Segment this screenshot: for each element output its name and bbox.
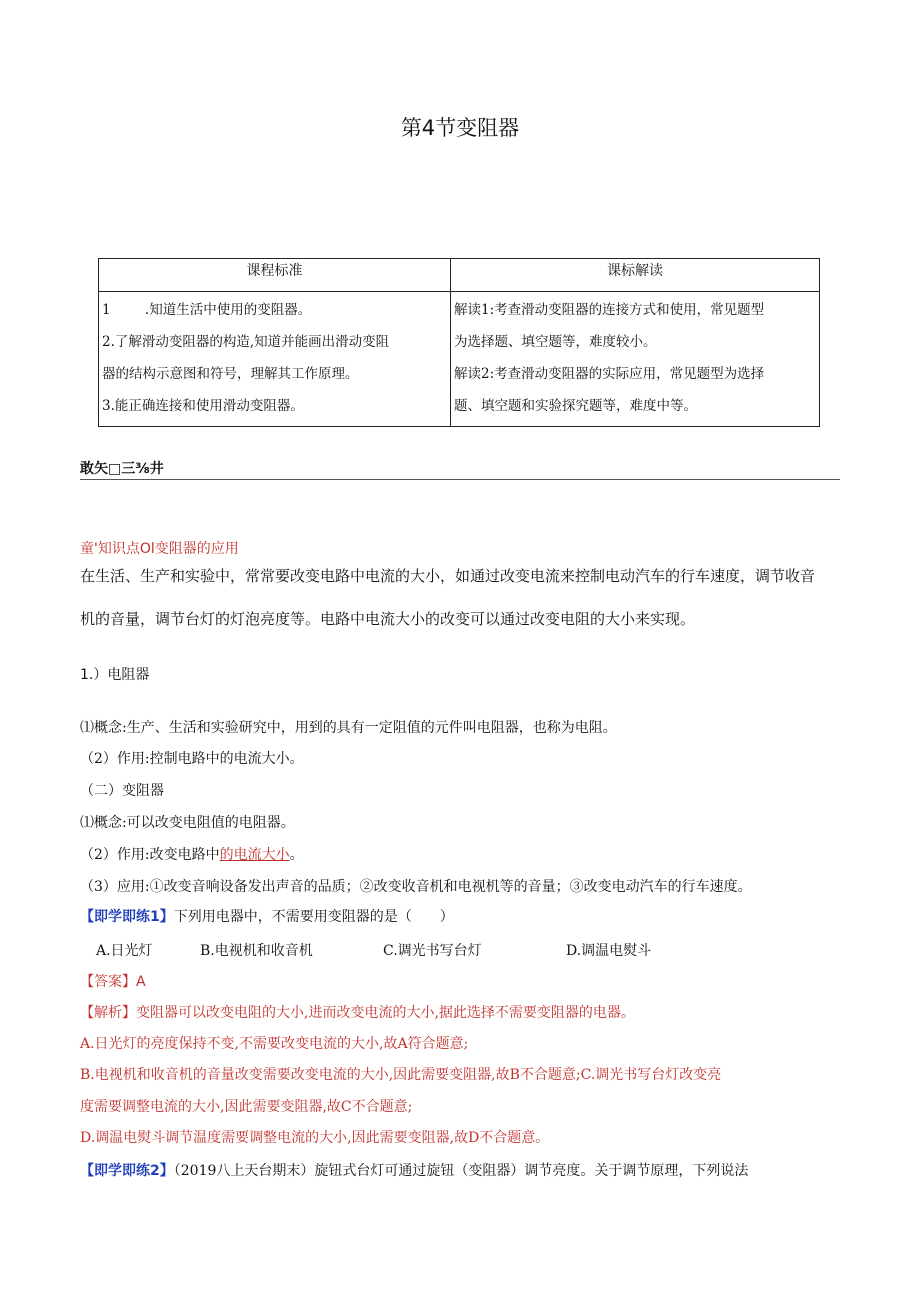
standard-line: 器的结构示意图和符号，理解其工作原理。: [102, 366, 359, 382]
exercise1-question: 下列用电器中，不需要用变阻器的是（ ）: [173, 909, 454, 925]
analysis-text: 变阻器可以改变电阻的大小,进而改变电流的大小,据此选择不需要变阻器的电器。: [136, 1005, 635, 1021]
interpretation-line: 题、填空题和实验探究题等，难度中等。: [454, 398, 697, 414]
analysis-line: 度需要调整电流的大小,因此需要变阻器,故C不合题意;: [80, 1099, 413, 1115]
table-header-standard: 课程标准: [99, 259, 451, 292]
analysis-tag: 【解析】: [80, 1005, 136, 1021]
rheostat-heading: （二）变阻器: [80, 783, 164, 799]
table-row: [99, 292, 820, 427]
table-header-interpretation: 课标解读: [451, 259, 820, 292]
standard-line: 1 .知道生活中使用的变阻器。: [102, 302, 312, 318]
analysis-line: B.电视机和收音机的音量改变需要改变电流的大小,因此需要变阻器,故B不合题意;C.调光书写台灯改变亮: [80, 1067, 722, 1083]
exercise1-analysis: [80, 1002, 635, 1022]
exercise2-question-line: [80, 1160, 748, 1180]
page-title: 第4节变阻器: [400, 116, 520, 140]
interpretation-line: 解读2:考查滑动变阻器的实际应用，常见题型为选择: [454, 366, 765, 382]
exercise1-question-line: [80, 906, 454, 926]
rheostat-concept: ⑴概念:可以改变电阻值的电阻器。: [80, 815, 295, 831]
exercise1-tag: 【即学即练1】: [80, 909, 174, 925]
intro-line: 机的音量，调节台灯的灯泡亮度等。电路中电流大小的改变可以通过改变电阻的大小来实现。: [80, 610, 696, 628]
interpretation-line: 为选择题、填空题等，难度较小。: [454, 334, 657, 350]
rheostat-function: [80, 844, 304, 864]
knowledge-point-heading: 童'知识点Ol变阻器的应用: [80, 541, 239, 557]
section-divider: [80, 479, 840, 480]
section-heading: 敢矢□三⅜井: [80, 461, 164, 477]
resistor-concept: ⑴概念:生产、生活和实验研究中，用到的具有一定阻值的元件叫电阻器，也称为电阻。: [80, 720, 617, 736]
rheostat-function-prefix: （2）作用:改变电路中: [80, 847, 220, 863]
standards-cell: [99, 292, 451, 427]
intro-line: 在生活、生产和实验中，常常要改变电路中电流的大小，如通过改变电流来控制电动汽车的行车速度，调节收音: [80, 567, 816, 585]
rheostat-application: （3）应用:①改变音响设备发出声音的品质；②改变收音机和电视机等的音量；③改变电动汽车的行车速度。: [80, 879, 752, 895]
interpretation-line: 解读1:考查滑动变阻器的连接方式和使用，常见题型: [454, 302, 765, 318]
standard-line: 2.了解滑动变阻器的构造,知道并能画出滑动变阻: [102, 334, 390, 350]
exercise1-option-a[interactable]: A.日光灯: [96, 943, 153, 959]
analysis-line: A.日光灯的亮度保持不变,不需要改变电流的大小,故A符合题意;: [80, 1036, 469, 1052]
exercise1-option-d[interactable]: D.调温电熨斗: [566, 943, 652, 959]
interpretation-cell: [451, 292, 820, 427]
analysis-line: D.调温电熨斗调节温度需要调整电流的大小,因此需要变阻器,故D不合题意。: [80, 1130, 550, 1146]
exercise1-option-c[interactable]: C.调光书写台灯: [383, 943, 482, 959]
exercise2-question: （2019八上天台期末）旋钮式台灯可通过旋钮（变阻器）调节亮度。关于调节原理，下列说法: [173, 1163, 749, 1179]
resistor-function: （2）作用:控制电路中的电流大小。: [80, 751, 304, 767]
standard-line: 3.能正确连接和使用滑动变阻器。: [102, 398, 304, 414]
current-magnitude-link[interactable]: 的电流大小: [219, 847, 290, 863]
resistor-heading: 1.）电阻器: [80, 667, 150, 683]
curriculum-standards-table: [98, 258, 820, 427]
rheostat-function-suffix: 。: [289, 847, 304, 863]
exercise1-answer: 【答案】A: [80, 974, 146, 990]
exercise1-option-b[interactable]: B.电视机和收音机: [200, 943, 313, 959]
table-header-row: [99, 259, 820, 292]
exercise2-tag: 【即学即练2】: [80, 1163, 174, 1179]
